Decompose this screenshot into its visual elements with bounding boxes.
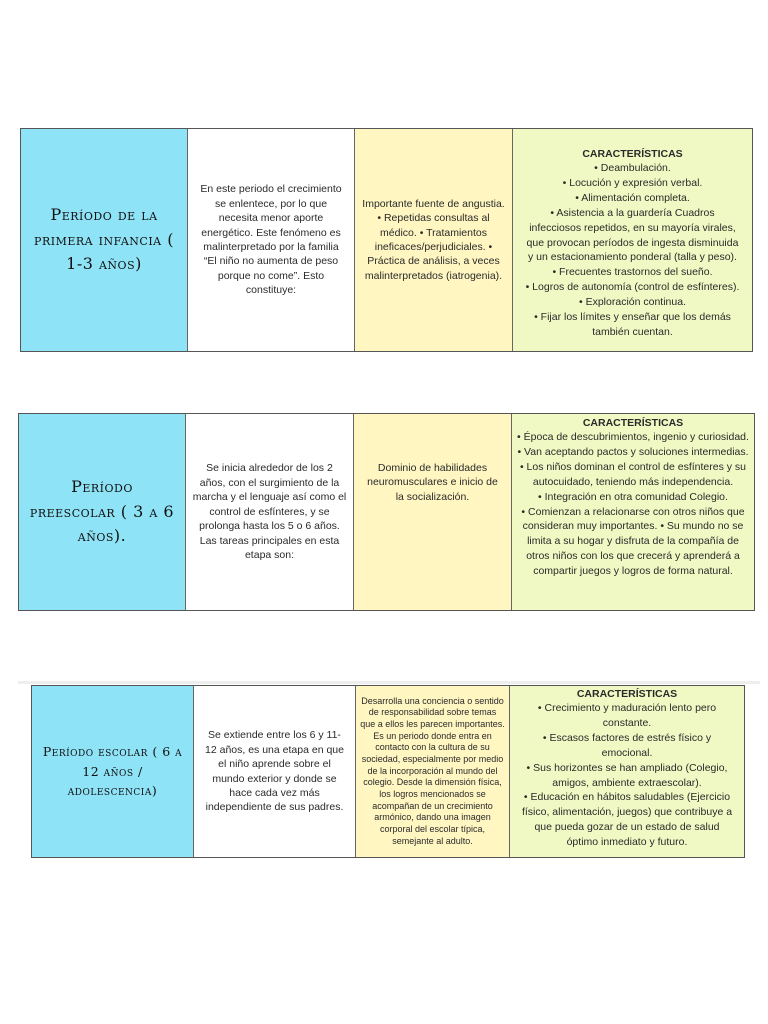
stage-concerns: Importante fuente de angustia. • Repetidas consultas al médico. • Tratamientos ineficaces/perjudiciales. • Práctica de análisis, a veces malinterpretados (iatrogenia). [362, 197, 505, 282]
characteristic-item: • Integración en otra comunidad Colegio. [538, 490, 728, 503]
characteristic-item: • Educación en hábitos saludables (Ejercicio físico, alimentación, juegos) que contribuye a que pueda gozar de un estado de salud óptimo inmediato y futuro. [521, 791, 733, 849]
stage-title: Período escolar ( 6 a 12 años / adolescencia) [42, 744, 183, 799]
characteristic-item: • Frecuentes trastornos del sueño. [552, 266, 713, 279]
stage-concerns-cell [354, 414, 512, 610]
stage-description-cell [188, 129, 355, 351]
characteristic-item: • Alimentación completa. [575, 191, 690, 204]
characteristics-heading: CARACTERÍSTICAS [582, 148, 683, 160]
stage-title: Período de la primera infancia ( 1-3 años) [34, 204, 174, 274]
characteristic-item: • Deambulación. [594, 162, 671, 174]
characteristic-item: • Fijar los límites y enseñar que los demás también cuentan. [534, 311, 731, 338]
stage-description: Se inicia alrededor de los 2 años, con el surgimiento de la marcha y el lenguaje así como el control de esfínteres, y se prolonga hasta los 5 o 6 años. Las tareas principales en esta etapa son: [192, 462, 347, 562]
stage-characteristics-cell [513, 129, 752, 351]
stage-concerns-cell [356, 686, 510, 857]
characteristic-item: • Los niños dominan el control de esfínteres y su autocuidado, teniendo más independencia. [519, 460, 747, 488]
characteristic-item: • Comienzan a relacionarse con otros niños que consideran muy importantes. • Su mundo no se limita a su hogar y disfruta de la compañía de otros niños con los que crecerá y aprenderá a compartir juegos y logros de forma natural. [521, 505, 745, 578]
stage-characteristics-cell [512, 414, 754, 610]
characteristics-heading: CARACTERÍSTICAS [576, 688, 678, 700]
stage-title-cell [32, 686, 194, 857]
characteristics-list [518, 701, 736, 850]
stage-title: Período preescolar ( 3 a 6 años). [29, 476, 175, 546]
characteristic-item: • Escasos factores de estrés físico y emocional. [542, 731, 712, 759]
characteristics-list [517, 430, 749, 579]
stage-concerns: Desarrolla una conciencia o sentido de responsabilidad sobre temas que a ellos les parecen importantes. Es un periodo donde entra en contacto con la cultura de su sociedad, especialmente por medio de la incorporación al mundo del colegio. Desde la dimensión física, los logros mencionados se acompañan de un crecimiento armónico, dando una imagen corporal del escolar típica, semejante al adulto. [360, 695, 505, 846]
stage-title-cell [21, 129, 188, 351]
stage-description-cell [186, 414, 354, 610]
characteristics-heading: CARACTERÍSTICAS [582, 417, 684, 429]
stage-table-school [31, 685, 745, 858]
stage-title-cell [19, 414, 186, 610]
stage-table-infancy [20, 128, 753, 352]
characteristic-item: • Sus horizontes se han ampliado (Colegio, amigos, ambiente extraescolar). [526, 761, 728, 789]
characteristic-item: • Van aceptando pactos y soluciones intermedias. [517, 445, 749, 458]
stage-concerns-cell [355, 129, 513, 351]
characteristic-item: • Logros de autonomía (control de esfínteres). [525, 281, 740, 294]
stage-description: En este periodo el crecimiento se enlentece, por lo que necesita menor aporte energético. Este fenómeno es malinterpretado por la familia “El niño no aumenta de peso porque no come”. Esto constituye: [200, 183, 342, 297]
characteristic-item: • Exploración continua. [579, 296, 686, 309]
divider [18, 681, 760, 684]
stage-description: Se extiende entre los 6 y 11-12 años, es una etapa en que el niño aprende sobre el mundo exterior y donde se hace cada vez más independiente de sus padres. [205, 729, 344, 814]
stage-description-cell [194, 686, 356, 857]
characteristic-item: • Asistencia a la guardería Cuadros infecciosos repetidos, en su mayoría virales, que provocan períodos de ingesta disminuida y un estacionamiento ponderal (talla y peso). [526, 206, 739, 264]
stage-concerns: Dominio de habilidades neuromusculares e inicio de la socialización. [367, 462, 498, 503]
characteristics-list [523, 161, 742, 340]
characteristic-item: • Locución y expresión verbal. [562, 176, 703, 189]
characteristic-item: • Época de descubrimientos, ingenio y curiosidad. [517, 431, 749, 443]
stage-table-preschool [18, 413, 755, 611]
stage-characteristics-cell [510, 686, 744, 857]
characteristic-item: • Crecimiento y maduración lento pero constante. [537, 702, 717, 729]
